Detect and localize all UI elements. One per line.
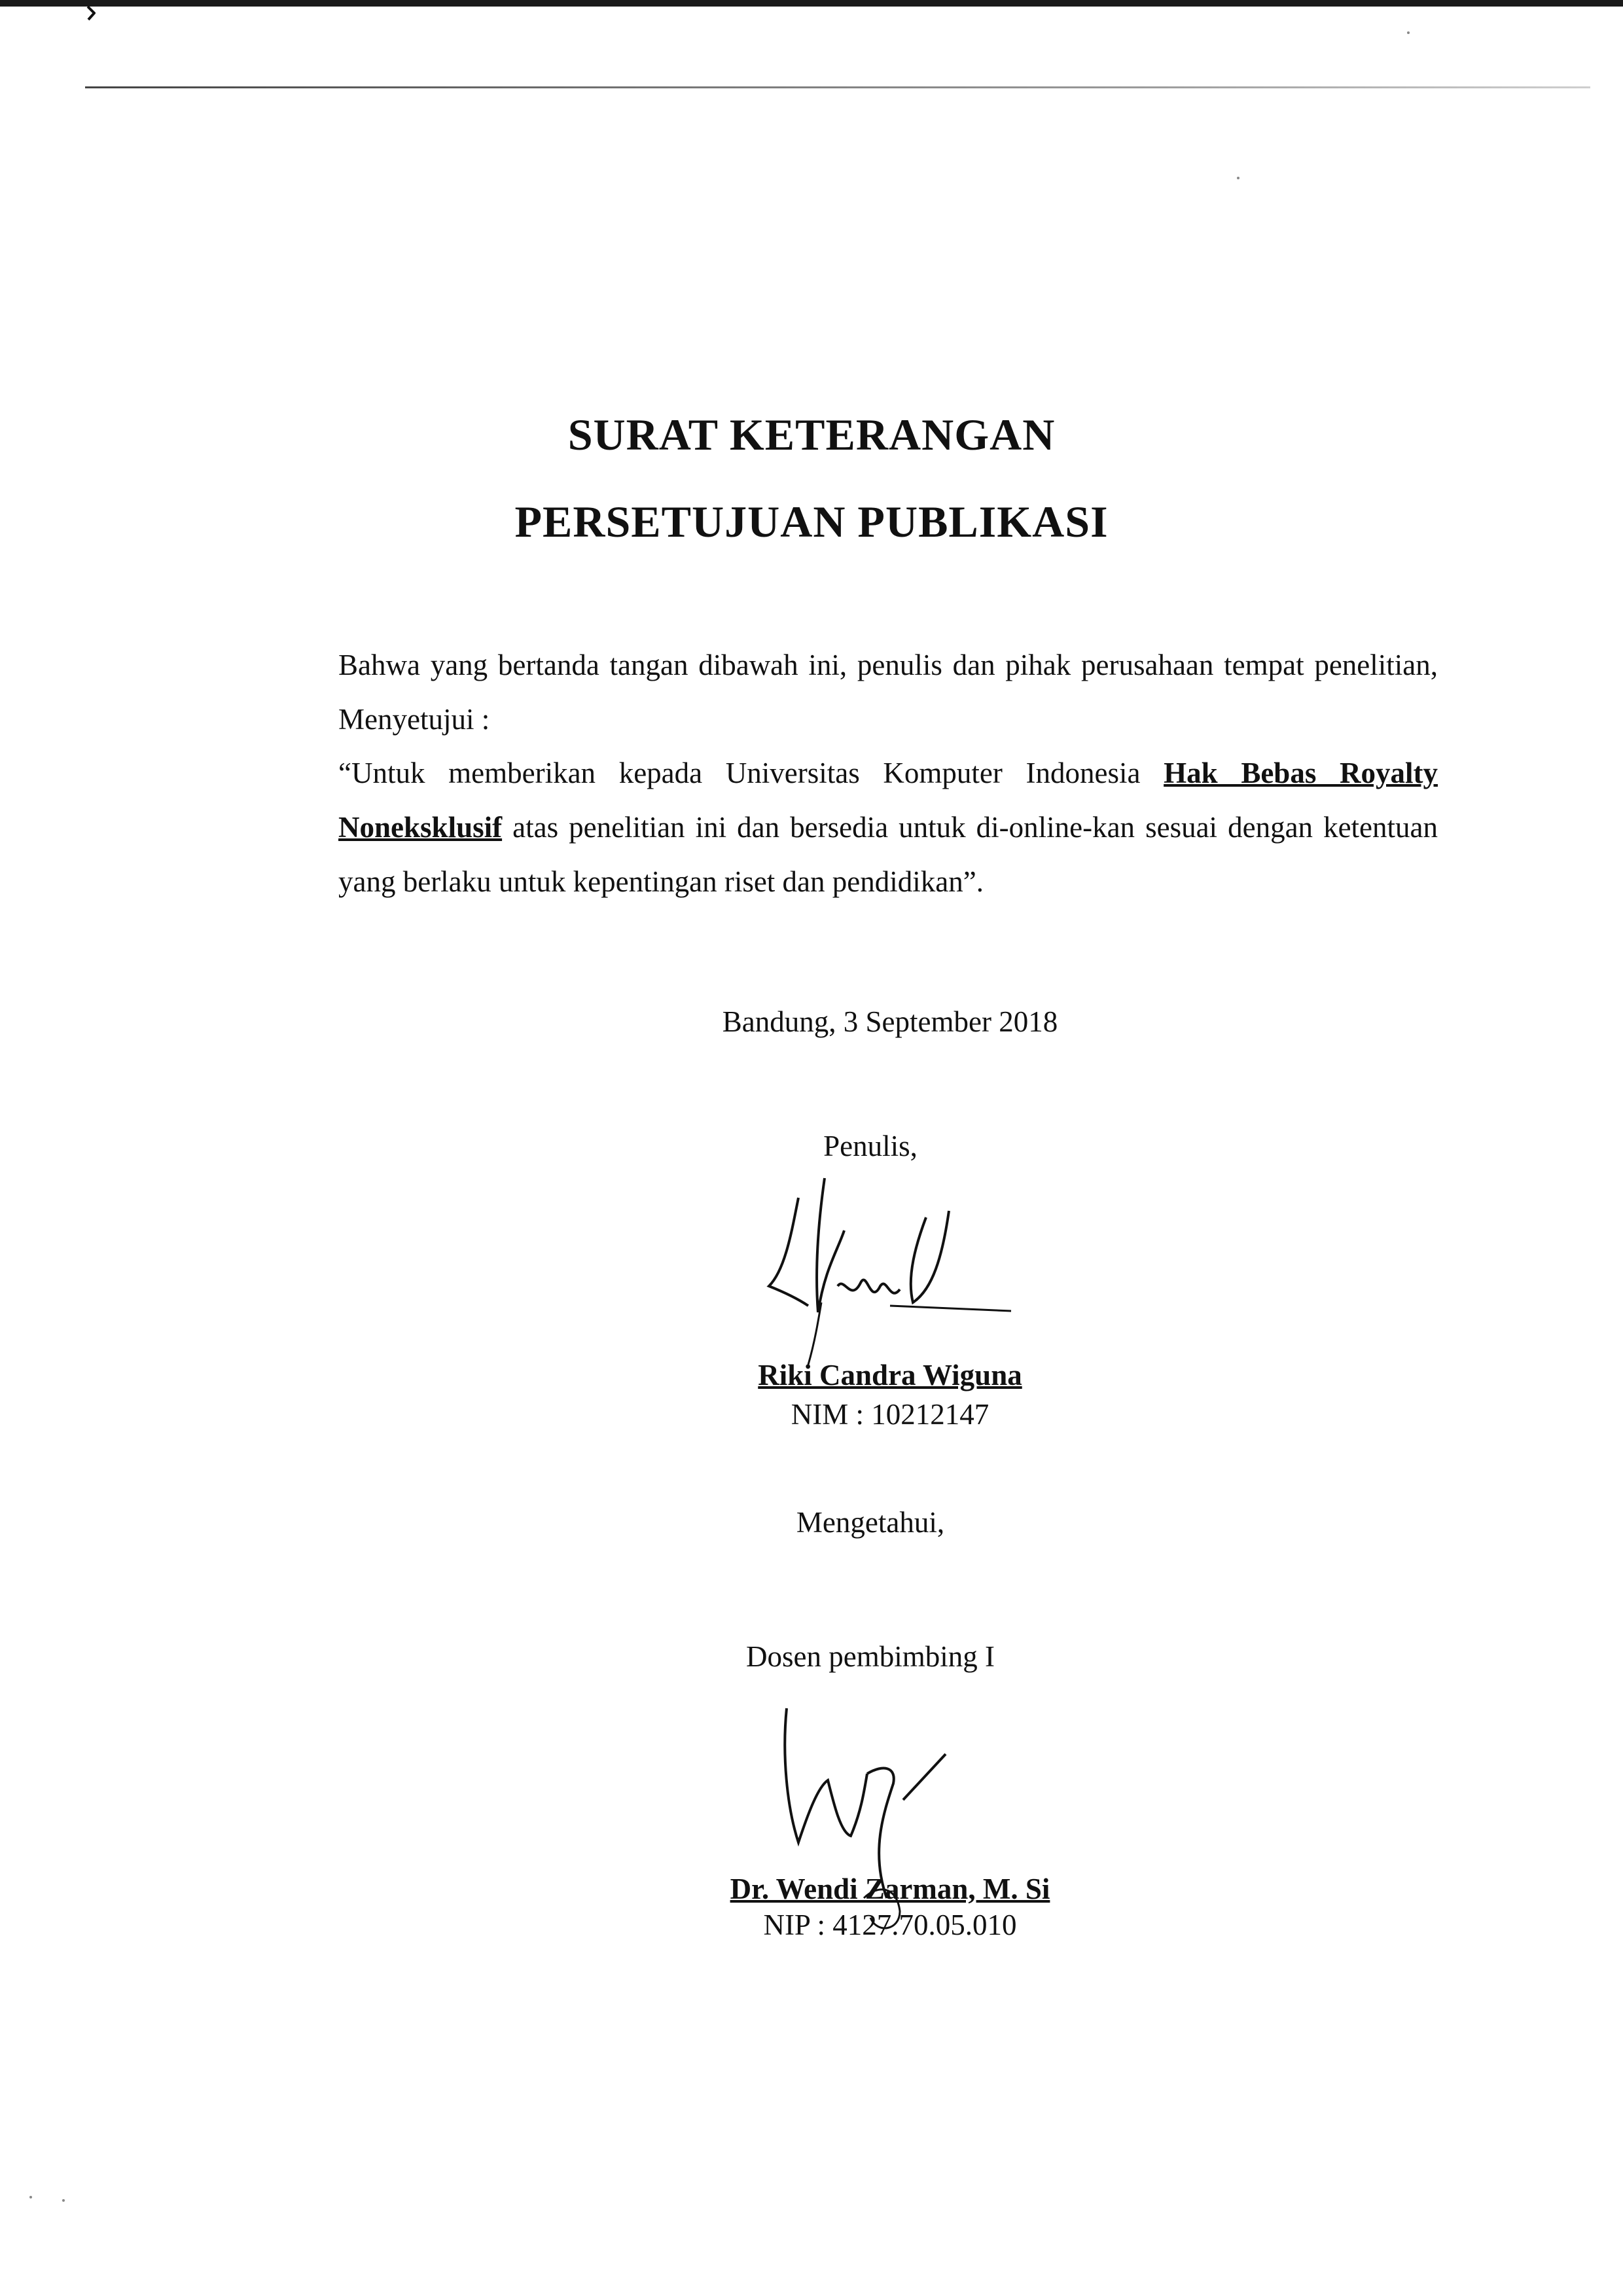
place-date: Bandung, 3 September 2018 [722, 1005, 1058, 1038]
scan-edge-top [0, 0, 1623, 7]
scan-speck [1237, 177, 1240, 179]
agreement-text-end: atas penelitian ini dan bersedia untuk di-online-kan sesuai dengan ketentuan yang berlaku untuk kepentingan riset dan pendidikan”. [338, 811, 1438, 898]
document-title: SURAT KETERANGAN [567, 410, 1056, 459]
agreement-paragraph [338, 746, 1438, 909]
acknowledgement-label: Mengetahui, [796, 1506, 945, 1539]
advisor-label: Dosen pembimbing I [746, 1640, 995, 1673]
advisor-id: NIP : 4127.70.05.010 [763, 1909, 1017, 1941]
scan-speck [29, 2196, 32, 2198]
scan-speck [62, 2199, 65, 2202]
advisor-name: Dr. Wendi Zarman, M. Si [730, 1873, 1050, 1905]
author-id: NIM : 10212147 [791, 1398, 990, 1431]
statement-paragraph: Bahwa yang bertanda tangan dibawah ini, penulis dan pihak perusahaan tempat penelitian, Menyetujui : [338, 649, 1438, 736]
author-label: Penulis, [823, 1130, 918, 1162]
agreement-text-start: “Untuk memberikan kepada Universitas Komputer Indonesia [338, 757, 1164, 789]
license-term: Hak Bebas Royalty Noneksklusif [338, 757, 1438, 844]
scan-line [85, 86, 1590, 88]
scan-speck [1407, 31, 1410, 34]
scan-mark [86, 5, 96, 21]
author-name: Riki Candra Wiguna [758, 1359, 1022, 1391]
author-signature [753, 1172, 1027, 1368]
document-subtitle: PERSETUJUAN PUBLIKASI [514, 497, 1109, 547]
